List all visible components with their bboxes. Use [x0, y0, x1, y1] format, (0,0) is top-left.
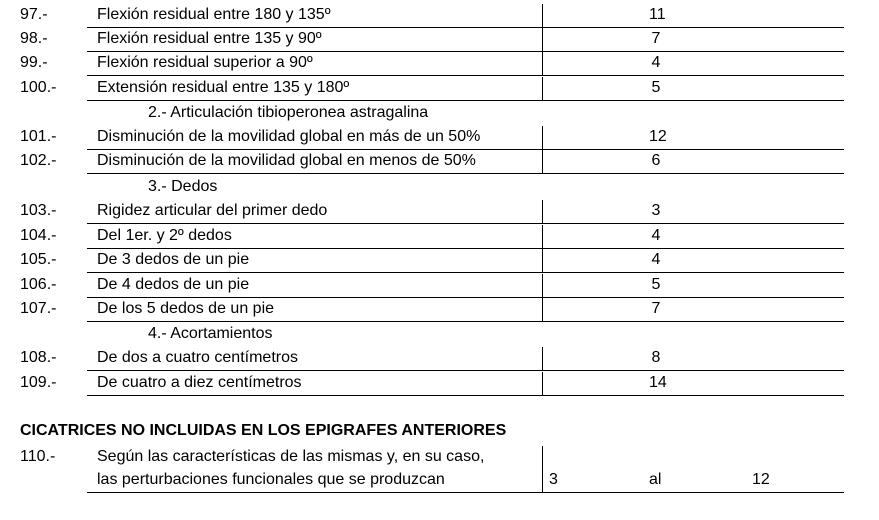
table-row: [0, 150, 879, 174]
item-description: Disminución de la movilidad global en menos de 50%: [97, 152, 476, 169]
row-divider: [87, 100, 844, 101]
item-description: De 4 dedos de un pie: [97, 276, 250, 293]
column-divider: [542, 225, 543, 249]
column-divider: [542, 249, 543, 273]
item-number: 107.-: [20, 300, 57, 317]
subheading-row: [0, 102, 879, 126]
item-description: Flexión residual entre 135 y 90º: [97, 30, 322, 47]
item-number: 104.-: [20, 227, 57, 244]
table-row: [0, 469, 879, 493]
table-row: [0, 52, 879, 76]
column-divider: [542, 372, 543, 396]
table-row: [0, 77, 879, 101]
column-divider: [542, 4, 543, 28]
subheading-row: [0, 176, 879, 200]
table-row: [0, 446, 879, 470]
subheading: 2.- Articulación tibioperonea astragalina: [148, 104, 429, 121]
table-row: [0, 274, 879, 298]
item-number: 106.-: [20, 276, 57, 293]
item-description-line1: Según las características de las mismas y, en su caso,: [97, 448, 485, 465]
row-divider: [87, 75, 844, 76]
item-description-line2: las perturbaciones funcionales que se produzcan: [97, 471, 445, 488]
item-description: De dos a cuatro centímetros: [97, 349, 298, 366]
item-value: 11: [649, 6, 666, 23]
column-divider: [542, 469, 543, 493]
subheading: 4.- Acortamientos: [148, 325, 273, 342]
table-row: [0, 225, 879, 249]
item-description: Del 1er. y 2º dedos: [97, 227, 232, 244]
subheading-row: [0, 323, 879, 347]
item-description: Rigidez articular del primer dedo: [97, 202, 328, 219]
column-divider: [542, 52, 543, 76]
item-value: 8: [651, 349, 661, 366]
item-number: 100.-: [20, 79, 57, 96]
row-divider: [87, 223, 844, 224]
item-value: 4: [651, 54, 661, 71]
table-row: [0, 200, 879, 224]
item-number: 97.-: [20, 6, 48, 23]
table-row: [0, 28, 879, 52]
row-divider: [87, 321, 844, 322]
column-divider: [542, 28, 543, 52]
item-number: 102.-: [20, 152, 57, 169]
item-number: 108.-: [20, 349, 57, 366]
row-divider: [87, 173, 844, 174]
item-number: 98.-: [20, 30, 48, 47]
table-row: [0, 249, 879, 273]
item-value: 6: [651, 152, 661, 169]
row-divider: [87, 370, 844, 371]
range-maximum: 12: [752, 471, 770, 488]
item-number: 109.-: [20, 374, 57, 391]
item-value: 7: [651, 300, 661, 317]
item-value: 3: [651, 202, 661, 219]
item-value: 4: [651, 251, 661, 268]
item-description: Extensión residual entre 135 y 180º: [97, 79, 350, 96]
column-divider: [542, 347, 543, 371]
column-divider: [542, 77, 543, 101]
item-value: 12: [649, 128, 667, 145]
column-divider: [542, 274, 543, 298]
item-description: De los 5 dedos de un pie: [97, 300, 275, 317]
item-number: 110.-: [20, 448, 56, 465]
range-connector: al: [649, 471, 662, 488]
column-divider: [542, 446, 543, 470]
row-divider: [87, 492, 844, 493]
item-description: De 3 dedos de un pie: [97, 251, 250, 268]
range-minimum: 3: [549, 471, 558, 488]
subheading: 3.- Dedos: [148, 178, 218, 195]
item-number: 99.-: [20, 54, 48, 71]
section-title: CICATRICES NO INCLUIDAS EN LOS EPIGRAFES ANTERIORES: [20, 422, 507, 439]
table-row: [0, 4, 879, 28]
table-row: [0, 372, 879, 396]
item-description: De cuatro a diez centímetros: [97, 374, 302, 391]
item-value: 5: [651, 276, 661, 293]
column-divider: [542, 200, 543, 224]
item-description: Disminución de la movilidad global en más de un 50%: [97, 128, 481, 145]
item-number: 105.-: [20, 251, 57, 268]
item-description: Flexión residual superior a 90º: [97, 54, 313, 71]
table-row: [0, 347, 879, 371]
row-divider: [87, 272, 844, 273]
table-row: [0, 298, 879, 322]
table-row: [0, 126, 879, 150]
column-divider: [542, 150, 543, 174]
item-value: 4: [651, 227, 661, 244]
item-description: Flexión residual entre 180 y 135º: [97, 6, 331, 23]
item-number: 101.-: [20, 128, 57, 145]
column-divider: [542, 126, 543, 150]
column-divider: [542, 298, 543, 322]
item-number: 103.-: [20, 202, 57, 219]
item-value: 14: [649, 374, 667, 391]
item-value: 7: [651, 30, 661, 47]
row-divider: [87, 395, 844, 396]
item-value: 5: [651, 79, 661, 96]
